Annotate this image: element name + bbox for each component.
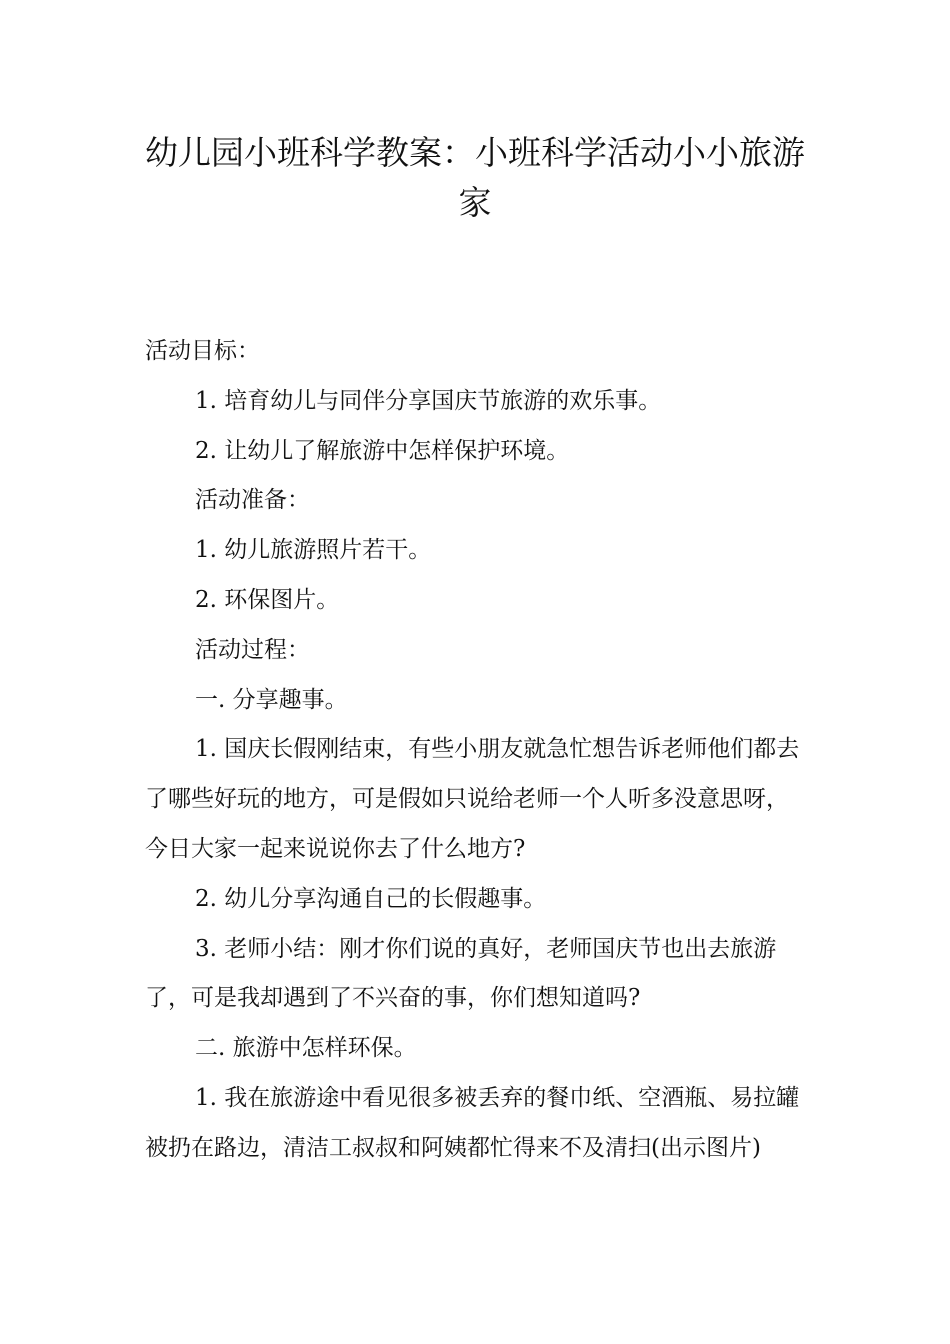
process-step-2-heading: 二. 旅游中怎样环保。 xyxy=(195,1035,417,1062)
section-heading-goals: 活动目标： xyxy=(145,338,260,364)
goal-item-1: 1. 培育幼儿与同伴分享国庆节旅游的欢乐事。 xyxy=(195,387,662,414)
preparation-item-1: 1. 幼儿旅游照片若干。 xyxy=(195,537,432,564)
process-paragraph: 1. 国庆长假刚结束，有些小朋友就急忙想告诉老师他们都去了哪些好玩的地方，可是假如只说给老师一个人听多没意思呀，今日大家一起来说说你去了什么地方? xyxy=(145,736,800,862)
process-paragraph: 1. 我在旅游途中看见很多被丢弃的餐巾纸、空酒瓶、易拉罐被扔在路边，清洁工叔叔和阿姨都忙得来不及清扫(出示图片) xyxy=(145,1084,800,1161)
document-body xyxy=(145,327,811,1174)
section-heading-process: 活动过程： xyxy=(195,636,310,663)
document-title: 幼儿园小班科学教案：小班科学活动小小旅游家 xyxy=(145,133,805,222)
goal-item-2: 2. 让幼儿了解旅游中怎样保护环境。 xyxy=(195,437,570,464)
section-heading-preparation: 活动准备： xyxy=(195,487,310,514)
process-step-1-heading: 一. 分享趣事。 xyxy=(195,686,348,713)
process-paragraph: 2. 幼儿分享沟通自己的长假趣事。 xyxy=(195,885,547,912)
preparation-item-2: 2. 环保图片。 xyxy=(195,586,340,613)
process-paragraph: 3. 老师小结：刚才你们说的真好，老师国庆节也出去旅游了，可是我却遇到了不兴奋的事，你们想知道吗? xyxy=(145,935,777,1012)
